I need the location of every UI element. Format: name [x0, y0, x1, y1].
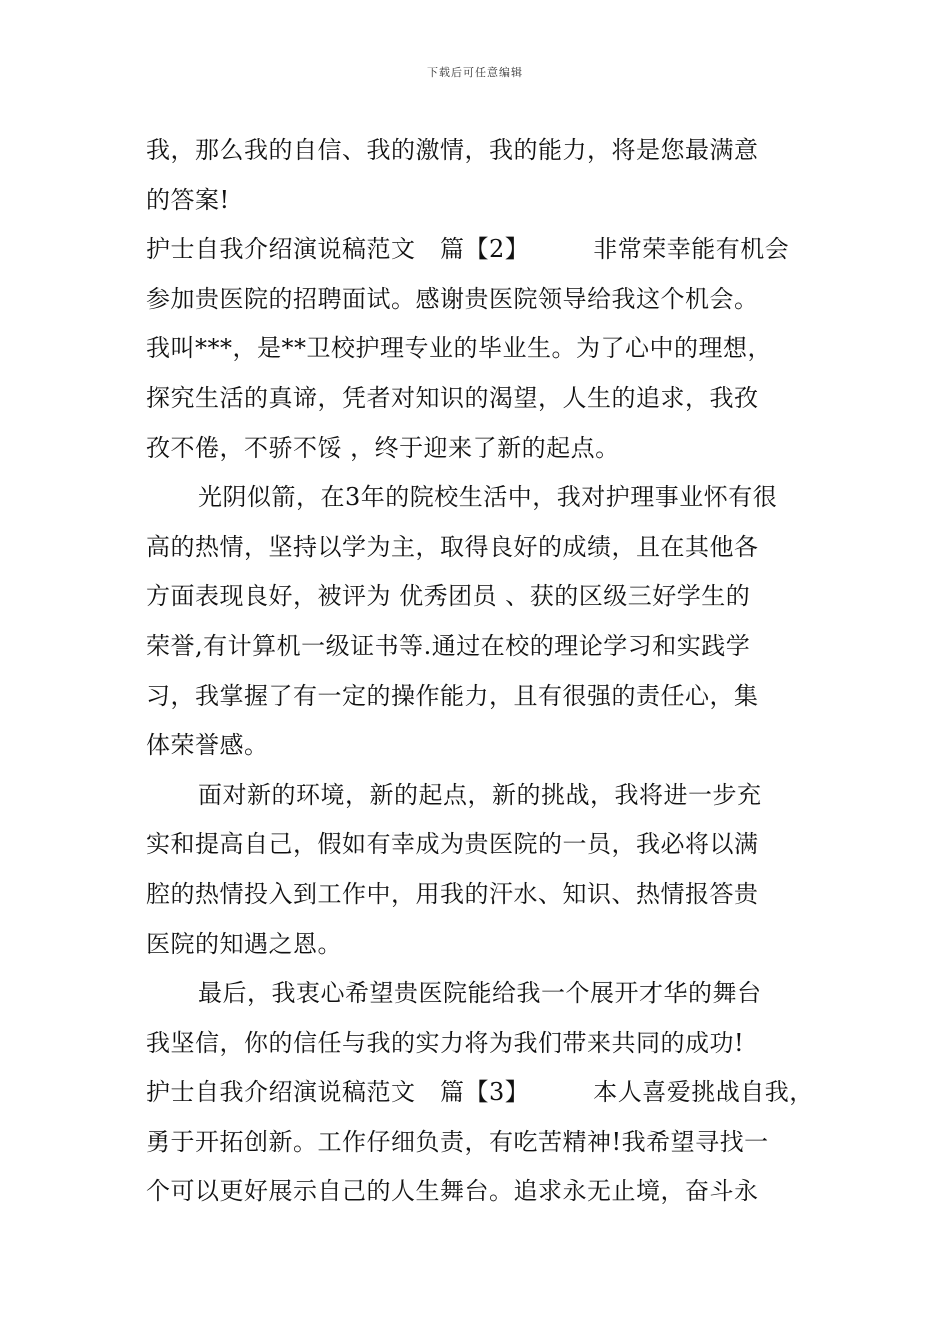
- section-heading-line: [146, 225, 832, 275]
- text-line: [146, 176, 832, 226]
- line-text: 个可以更好展示自己的人生舞台。追求永无止境，奋斗永: [146, 1177, 759, 1206]
- document-body: [146, 126, 832, 1217]
- text-line: [146, 523, 832, 573]
- text-line: [146, 721, 832, 771]
- text-line: [146, 622, 832, 672]
- section-heading: 护士自我介绍演说稿范文 篇【3】: [146, 1078, 530, 1107]
- text-line: [146, 374, 832, 424]
- text-line: [146, 324, 832, 374]
- text-line: [146, 1167, 832, 1217]
- line-text: 我坚信，你的信任与我的实力将为我们带来共同的成功!: [146, 1028, 745, 1057]
- text-line: [146, 920, 832, 970]
- line-text: 面对新的环境，新的起点，新的挑战，我将进一步充: [198, 780, 762, 809]
- line-text: 的答案!: [146, 185, 230, 214]
- line-text: 光阴似箭，在3年的院校生活中，我对护理事业怀有很: [198, 483, 778, 512]
- line-text: 我叫***，是**卫校护理专业的毕业生。为了心中的理想，: [146, 334, 772, 363]
- line-text: 参加贵医院的招聘面试。感谢贵医院领导给我这个机会。: [146, 284, 759, 313]
- section-heading-line: [146, 1068, 832, 1118]
- text-line: [146, 275, 832, 325]
- line-text: 最后，我衷心希望贵医院能给我一个展开才华的舞台: [198, 979, 762, 1008]
- line-text: 高的热情，坚持以学为主，取得良好的成绩，且在其他各: [146, 532, 759, 561]
- line-text: 实和提高自己，假如有幸成为贵医院的一员，我必将以满: [146, 830, 759, 859]
- line-text: 我，那么我的自信、我的激情，我的能力，将是您最满意: [146, 136, 759, 164]
- paragraph-start-line: [146, 473, 832, 523]
- line-text: 医院的知遇之恩。: [146, 929, 342, 958]
- text-line: [146, 1118, 832, 1168]
- line-text: 探究生活的真谛，凭者对知识的渴望，人生的追求，我孜: [146, 383, 759, 412]
- line-text: 腔的热情投入到工作中，用我的汗水、知识、热情报答贵: [146, 879, 759, 908]
- text-line: [146, 1019, 832, 1069]
- text-line: [146, 424, 832, 474]
- line-text: 本人喜爱挑战自我，: [593, 1078, 814, 1107]
- text-line: [146, 870, 832, 920]
- text-line: [146, 672, 832, 722]
- line-text: 体荣誉感。: [146, 731, 269, 760]
- line-text: 习，我掌握了有一定的操作能力，且有很强的责任心，集: [146, 681, 759, 710]
- line-text: 非常荣幸能有机会: [593, 235, 790, 264]
- line-text: 方面表现良好，被评为 优秀团员 、获的区级三好学生的: [146, 582, 751, 611]
- section-heading: 护士自我介绍演说稿范文 篇【2】: [146, 235, 530, 264]
- text-line: [146, 572, 832, 622]
- paragraph-start-line: [146, 969, 832, 1019]
- line-text: 勇于开拓创新。工作仔细负责，有吃苦精神!我希望寻找一: [146, 1127, 769, 1156]
- header-note: 下载后可任意编辑: [427, 66, 523, 79]
- text-line: [146, 820, 832, 870]
- line-text: 孜不倦，不骄不馁 ，终于迎来了新的起点。: [146, 433, 620, 462]
- line-text: 荣誉,有计算机一级证书等.通过在校的理论学习和实践学: [146, 631, 751, 660]
- paragraph-start-line: [146, 771, 832, 821]
- text-line: [146, 126, 832, 176]
